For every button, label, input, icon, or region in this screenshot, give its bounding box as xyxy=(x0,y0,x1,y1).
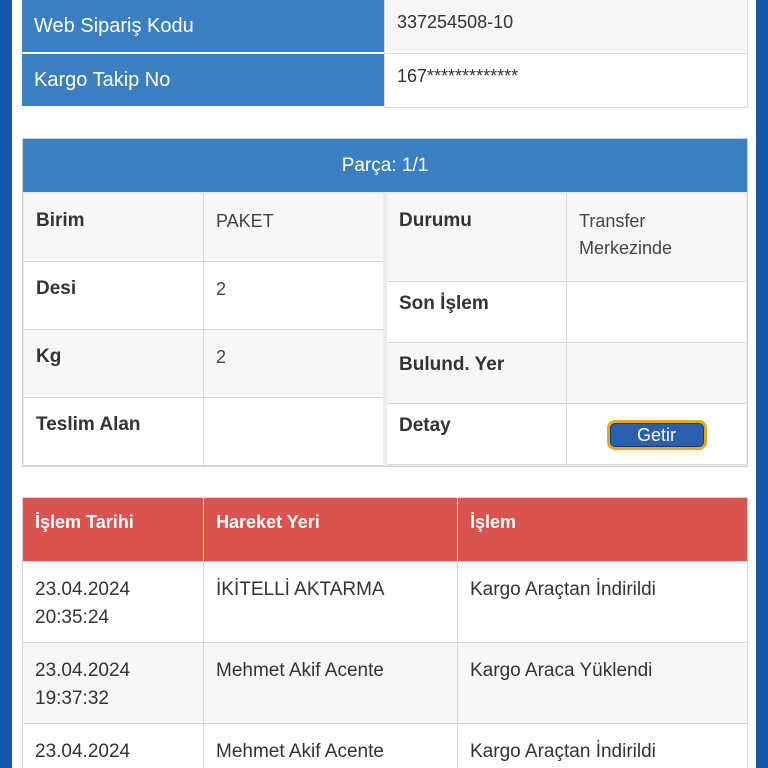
parca-title: Parça: 1/1 xyxy=(23,139,747,192)
teslim-alan-label: Teslim Alan xyxy=(24,398,204,465)
move-date: 23.04.2024 xyxy=(35,579,131,600)
move-datetime xyxy=(23,724,204,768)
tracking-label: Kargo Takip No xyxy=(22,54,384,108)
son-islem-row xyxy=(387,282,746,343)
web-order-label: Web Sipariş Kodu xyxy=(22,0,384,54)
desi-value: 2 xyxy=(204,262,383,329)
web-order-row xyxy=(22,0,748,54)
kg-row xyxy=(24,330,383,398)
son-islem-label: Son İşlem xyxy=(387,282,567,342)
bulund-yer-value xyxy=(567,343,746,403)
move-datetime xyxy=(23,562,204,642)
order-info-table xyxy=(22,0,748,108)
parca-right-column xyxy=(387,194,746,466)
birim-row xyxy=(24,194,383,262)
move-time: 20:35:24 xyxy=(35,607,109,628)
teslim-alan-value xyxy=(204,398,383,465)
movements-table xyxy=(22,497,748,768)
move-place: İKİTELLİ AKTARMA xyxy=(204,562,458,642)
detay-label: Detay xyxy=(387,404,567,464)
move-action: Kargo Araçtan İndirildi xyxy=(470,579,656,600)
parca-left-column xyxy=(24,194,383,466)
move-datetime xyxy=(23,643,204,723)
son-islem-value xyxy=(567,282,746,342)
movements-header xyxy=(23,498,747,561)
table-row xyxy=(23,561,747,642)
header-date: İşlem Tarihi xyxy=(23,498,204,561)
birim-value: PAKET xyxy=(204,194,383,261)
birim-label: Birim xyxy=(24,194,204,261)
table-row xyxy=(23,723,747,768)
table-row xyxy=(23,642,747,723)
durumu-row xyxy=(387,194,746,282)
move-place: Mehmet Akif Acente xyxy=(204,724,458,768)
durumu-label: Durumu xyxy=(387,194,567,281)
header-place: Hareket Yeri xyxy=(204,498,458,561)
kg-label: Kg xyxy=(24,330,204,397)
web-order-value: 337254508-10 xyxy=(384,0,748,54)
move-action: Kargo Araçtan İndirildi xyxy=(470,741,656,762)
detay-row xyxy=(387,404,746,465)
header-action: İşlem xyxy=(470,512,517,532)
detay-value xyxy=(567,404,746,464)
move-action: Kargo Araca Yüklendi xyxy=(470,660,653,681)
move-place: Mehmet Akif Acente xyxy=(204,643,458,723)
move-time: 19:37:32 xyxy=(35,688,109,709)
bulund-yer-label: Bulund. Yer xyxy=(387,343,567,403)
desi-label: Desi xyxy=(24,262,204,329)
tracking-row xyxy=(22,54,748,108)
teslim-alan-row xyxy=(24,398,383,466)
parca-body xyxy=(23,192,747,467)
desi-row xyxy=(24,262,383,330)
tracking-page xyxy=(12,0,756,768)
kg-value: 2 xyxy=(204,330,383,397)
move-date: 23.04.2024 xyxy=(35,741,131,762)
getir-button[interactable]: Getir xyxy=(607,420,707,450)
tracking-value: 167************* xyxy=(384,54,748,108)
parca-panel xyxy=(22,138,748,467)
durumu-value: Transfer Merkezinde xyxy=(567,194,746,281)
bulund-yer-row xyxy=(387,343,746,404)
move-date: 23.04.2024 xyxy=(35,660,131,681)
